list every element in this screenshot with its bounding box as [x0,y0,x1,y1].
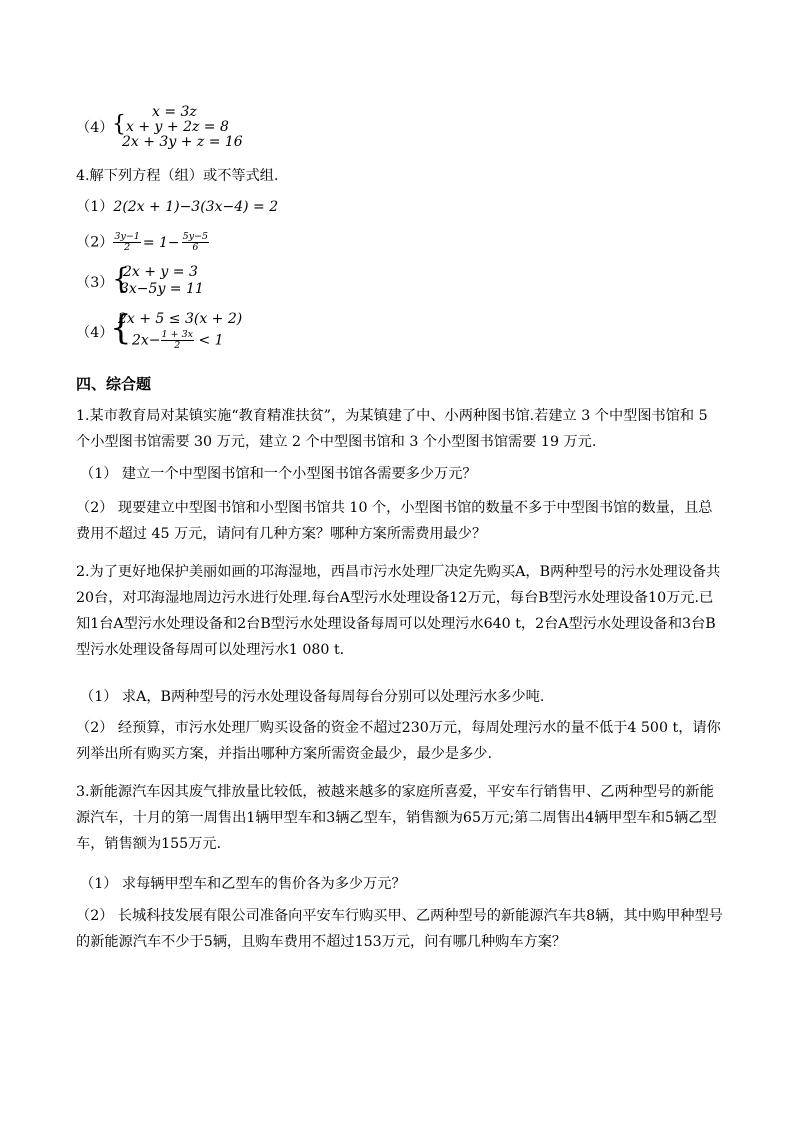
system-eq2: x + y + 2z = 8 [126,119,229,135]
system-label: （4） [76,120,114,136]
question-2-part1: （1） 求A，B两种型号的污水处理设备每周每台分别可以处理污水多少吨. [80,689,545,705]
left-brace: { [112,262,130,295]
question-3-part1: （1） 求每辆甲型车和乙型车的售价各为多少万元？ [80,876,406,892]
system-eq3: 2x + 3y + z = 16 [122,134,243,150]
q4-part1-equation: 2(2x + 1)−3(3x−4) = 2 [113,199,279,215]
equals-text: = 1− [142,234,180,251]
question-1-text: 1.某市教育局对某镇实施“教育精准扶贫”，为某镇建了中、小两种图书馆.若建立 3 个中型图书馆和 5 个小型图书馆需要 30 万元，建立 2 个中型图书馆和 3 个小型图书馆需要 19 万元. [76,408,708,450]
q4-part1 [76,197,278,217]
fraction: $\frac{3y-1}{2}$ [114,231,140,253]
q4-part4-label: （4） [76,325,114,341]
q4-part4-eq2: 2x− $\frac{1 + 3x}{2}$ < 1 [132,329,224,351]
left-brace: { [110,308,132,348]
question-3-text: 3.新能源汽车因其废气排放量比较低，被越来越多的家庭所喜爱，平安车行销售甲、乙两种型号的新能源汽车，十月的第一周售出1辆甲型车和3辆乙型车，销售额为65万元;第二周售出4辆甲型车和5辆乙型车，销售额为155万元． [76,784,717,852]
q4-part2 [76,232,209,253]
q4-part4-eq1: 2x + 5 ≤ 3(x + 2) [118,311,243,327]
question-3-part2: （2） 长城科技发展有限公司准备向平安车行购买甲、乙两种型号的新能源汽车共8辆，其中购甲种型号的新能源汽车不少于5辆，且购车费用不超过153万元，问有哪几种购车方案？ [76,908,723,950]
q4-part3-eq2: 3x−5y = 11 [120,281,204,297]
q4-part1-label: （1） [76,199,114,215]
q4-part2-label: （2） [76,234,114,251]
question-1-part1: （1） 建立一个中型图书馆和一个小型图书馆各需要多少万元？ [80,466,477,482]
question-1-part2: （2） 现要建立中型图书馆和小型图书馆共 10 个，小型图书馆的数量不多于中型图书馆的数量，且总费用不超过 45 万元，请问有几种方案？哪种方案所需费用最少？ [76,500,713,542]
q4-part3-label: （3） [76,275,114,291]
fraction: $\frac{5y-5}{6}$ [182,231,209,253]
system-eq1: x = 3z [152,104,197,120]
q4-part3-eq1: 2x + y = 3 [123,264,198,280]
question-4-title: 4.解下列方程（组）或不等式组． [76,168,289,184]
fraction: $\frac{1 + 3x}{2}$ [161,329,193,351]
left-brace: { [112,112,126,137]
section-heading: 四、综合题 [76,375,152,393]
question-2-part2: （2） 经预算，市污水处理厂购买设备的资金不超过230万元，每周处理污水的量不低于4 500 t，请你列举出所有购买方案，并指出哪种方案所需资金最少，最少是多少. [76,720,721,762]
question-2-text: 2.为了更好地保护美丽如画的邛海湿地，西昌市污水处理厂决定先购买A，B两种型号的污水处理设备共20台，对邛海湿地周边污水进行处理.每台A型污水处理设备12万元，每台B型污水处理设备10万元.已知1台A型污水处理设备和2台B型污水处理设备每周可以处理污水640 t，2台A型污水处理设备和3台B型污水处理设备每周可以处理污水1 080 t. [76,564,721,658]
